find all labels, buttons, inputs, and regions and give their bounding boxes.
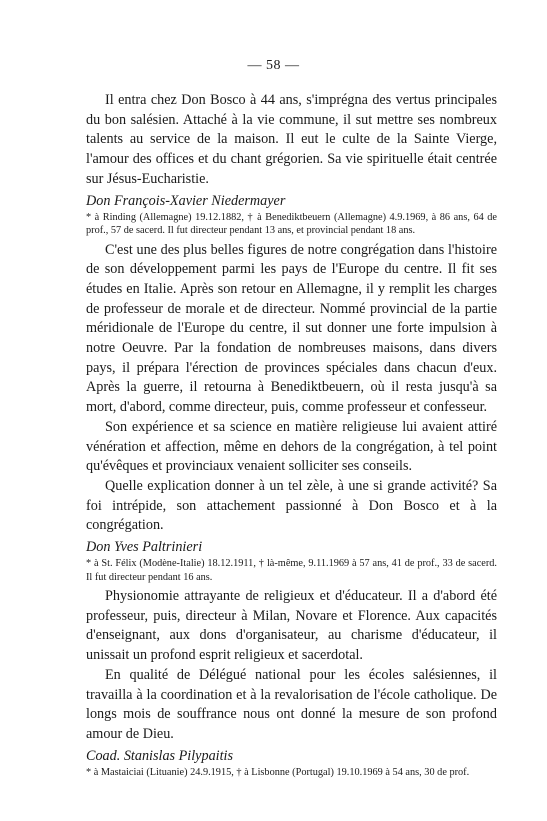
body-paragraph: Quelle explication donner à un tel zèle, à une si grande activité? Sa foi intrépide, son attachement passionné à Don Bosco et à la congrégation.: [86, 477, 497, 534]
biography-paltrinieri: [86, 538, 497, 745]
body-paragraph: Physionomie attrayante de religieux et d'éducateur. Il a d'abord été professeur, puis, directeur à Milan, Novare et Florence. Aux capacités d'enseignant, aux dons d'organisateur, au charisme d'éducateur, il unissait un profond esprit religieux et sacerdotal.: [86, 588, 497, 664]
page-body: [86, 91, 497, 782]
body-paragraph: Il entra chez Don Bosco à 44 ans, s'imprégna des vertus principales du bon salésien. Attaché à la vie commune, il sut mettre ses nombreux talents au service de la maison. Il eut le culte de la Sainte Vierge, l'amour des offices et du chant grégorien. Sa vie spirituelle était centrée sur Jésus-Eucharistie.: [86, 92, 497, 187]
body-paragraph: C'est une des plus belles figures de notre congrégation dans l'histoire de son développement parmi les pays de l'Europe du centre. Il fit ses études en Italie. Après son retour en Allemagne, il y remplit les charges de professeur de morale et de directeur. Nommé provincial de la partie méridionale de l'Europe du centre, il sut donner une forte impulsion à notre Oeuvre. Par la fondation de nombreuses maisons, dans divers pays, il prépara l'érection de provinces spéciales dans chacun d'eux. Après la guerre, il retourna à Benediktbeuern, où il resta jusqu'à sa mort, d'abord, comme directeur, puis, comme professeur et confesseur.: [86, 241, 497, 416]
biography-continuation: [86, 91, 497, 190]
person-name: Don François-Xavier Niedermayer: [86, 192, 286, 209]
biography-niedermayer: [86, 192, 497, 537]
biographical-note: * à St. Félix (Modène-Italie) 18.12.1911, † là-même, 9.11.1969 à 57 ans, 41 de prof., 33 de sacerd. Il fut directeur pendant 16 ans.: [86, 558, 497, 583]
body-paragraph: En qualité de Délégué national pour les écoles salésiennes, il travailla à la coordination et à la revalorisation de l'école catholique. De longs mois de souffrance nous ont donné la mesure de son profond amour de Dieu.: [86, 666, 497, 742]
person-name: Coad. Stanislas Pilypaitis: [86, 747, 234, 764]
biography-pilypaitis: [86, 747, 497, 780]
body-paragraph: Son expérience et sa science en matière religieuse lui avaient attiré vénération et affection, même en dehors de la congrégation, à tel point qu'évêques et provinciaux venaient solliciter ses conseils.: [86, 418, 497, 475]
person-name: Don Yves Paltrinieri: [86, 539, 203, 556]
page-number: — 58 —: [247, 58, 300, 73]
biographical-note: * à Mastaiciai (Lituanie) 24.9.1915, † à Lisbonne (Portugal) 19.10.1969 à 54 ans, 30 de prof.: [86, 766, 470, 778]
biographical-note: * à Rinding (Allemagne) 19.12.1882, † à Benediktbeuern (Allemagne) 4.9.1969, à 86 ans, 64 de prof., 57 de sacerd. Il fut directeur pendant 13 ans, et provincial pendant 18 ans.: [86, 211, 497, 237]
